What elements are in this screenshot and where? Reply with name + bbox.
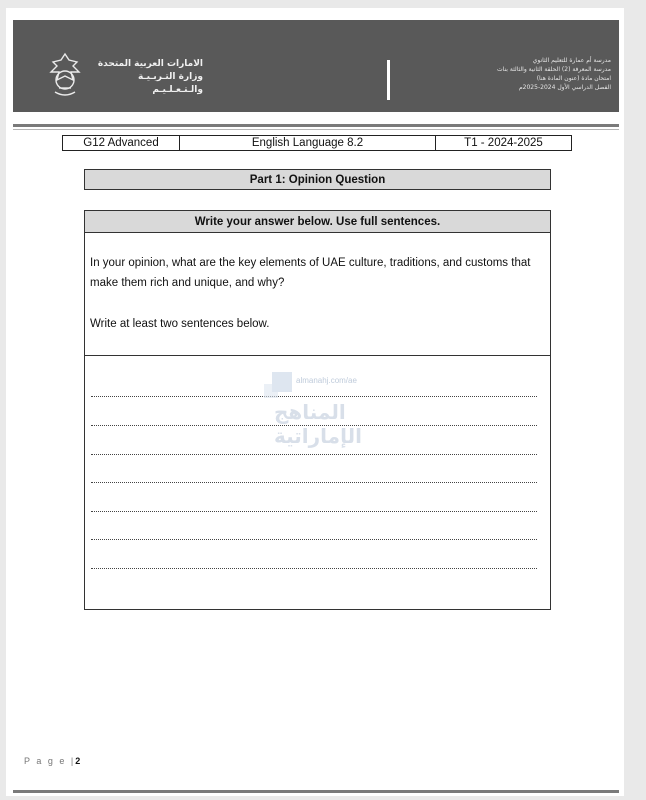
school-line-4: الفصل الدراسي الأول 2024-2025م xyxy=(518,84,611,91)
school-line-2: مدرسة المعرفة (2) الحلقة الثانية والثالثة بنات xyxy=(496,66,611,73)
page-number: 2 xyxy=(75,756,81,766)
header-rule-thin xyxy=(13,129,619,130)
school-line-3: امتحان مادة (عنون المادة هنا) xyxy=(536,75,611,82)
watermark-url: almanahj.com/ae xyxy=(296,376,357,385)
ministry-line-1: الامارات العربية المتحدة xyxy=(97,59,203,69)
school-line-1: مدرسة أم عمارة للتعليم الثانوي xyxy=(532,57,611,64)
ministry-name xyxy=(93,58,203,97)
question-body xyxy=(85,233,550,356)
question-prompt: In your opinion, what are the key elements of UAE culture, traditions, and customs that make them rich and unique, and why? xyxy=(90,257,531,289)
page-label: P a g e xyxy=(24,756,67,766)
part-title: Part 1: Opinion Question xyxy=(84,169,551,190)
page-footer xyxy=(24,756,80,766)
header-divider xyxy=(387,60,390,100)
watermark-text: المناهج الإماراتية xyxy=(274,400,362,448)
page-separator: | xyxy=(70,756,76,766)
letterhead xyxy=(13,20,619,112)
answer-line[interactable] xyxy=(91,454,537,455)
grade-cell: G12 Advanced xyxy=(63,136,180,150)
term-cell: T1 - 2024-2025 xyxy=(464,137,543,149)
watermark xyxy=(264,372,394,448)
subject-cell: English Language 8.2 xyxy=(180,136,436,150)
uae-emblem-icon xyxy=(47,50,83,98)
document-page xyxy=(6,8,624,796)
exam-info-table xyxy=(62,135,572,151)
watermark-logo-square xyxy=(272,372,292,392)
footer-rule xyxy=(13,790,619,793)
answer-line[interactable] xyxy=(91,568,537,569)
answer-line[interactable] xyxy=(91,511,537,512)
question-instruction: Write at least two sentences below. xyxy=(90,318,270,330)
answer-line[interactable] xyxy=(91,482,537,483)
school-info xyxy=(461,56,611,92)
ministry-line-2: وزارة التـربـيـة والـتـعـلـيـم xyxy=(138,72,203,95)
header-rule xyxy=(13,124,619,127)
question-heading: Write your answer below. Use full sentences. xyxy=(85,211,550,233)
answer-line[interactable] xyxy=(91,539,537,540)
